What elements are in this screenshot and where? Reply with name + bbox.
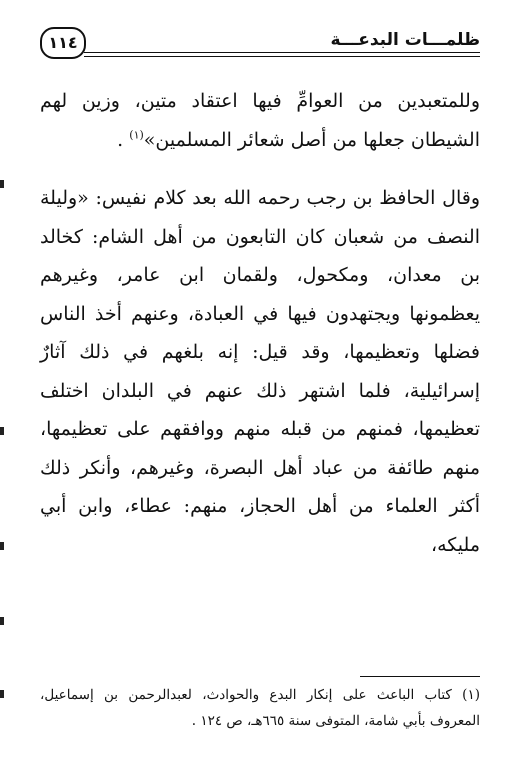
footnote-text: (١) كتاب الباعث على إنكار البدع والحوادث، لعبدالرحمن بن إسماعيل، المعروف بأبي شامة، المتوفى سنة ٦٦٥هـ، ص ١٢٤ . — [40, 687, 480, 729]
edge-mark — [0, 690, 4, 698]
paragraph-end: . — [117, 128, 130, 151]
footnote — [40, 682, 480, 734]
main-text — [40, 82, 480, 564]
header-rule — [84, 52, 480, 53]
running-title: ظلمـــات البدعـــة — [330, 30, 480, 50]
paragraph — [40, 82, 480, 159]
page-number: ١١٤ — [40, 27, 86, 59]
paragraph: وقال الحافظ بن رجب رحمه الله بعد كلام نفيس: «وليلة النصف من شعبان كان التابعون من أهل الشام: كخالد بن معدان، ومكحول، ولقمان ابن عامر، وغيرهم يعظمونها ويجتهدون فيها في العبادة، وعنهم أخذ الناس فضلها وتعظيمها، وقد قيل: إنه بلغهم في ذلك آثارٌ إسرائيلية، فلما اشتهر ذلك عنهم في البلدان اختلف تعظيمها، فمنهم من قبله منهم ووافقهم على تعظيمها، منهم طائفة من عباد أهل البصرة، وغيرهم، وأنكر ذلك أكثر العلماء من أهل الحجاز، منهم: عطاء، وابن أبي مليكه، — [40, 187, 480, 556]
running-header — [40, 22, 480, 68]
paragraph-text: وللمتعبدين من العوامِّ فيها اعتقاد متين، وزين لهم الشيطان جعلها من أصل شعائر المسلمين» — [40, 90, 480, 151]
edge-mark — [0, 617, 4, 625]
footnote-separator — [360, 676, 480, 677]
footnote-reference: (١) — [129, 128, 144, 142]
edge-mark — [0, 427, 4, 435]
edge-mark — [0, 542, 4, 550]
edge-mark — [0, 180, 4, 188]
header-rule-thin — [84, 56, 480, 57]
